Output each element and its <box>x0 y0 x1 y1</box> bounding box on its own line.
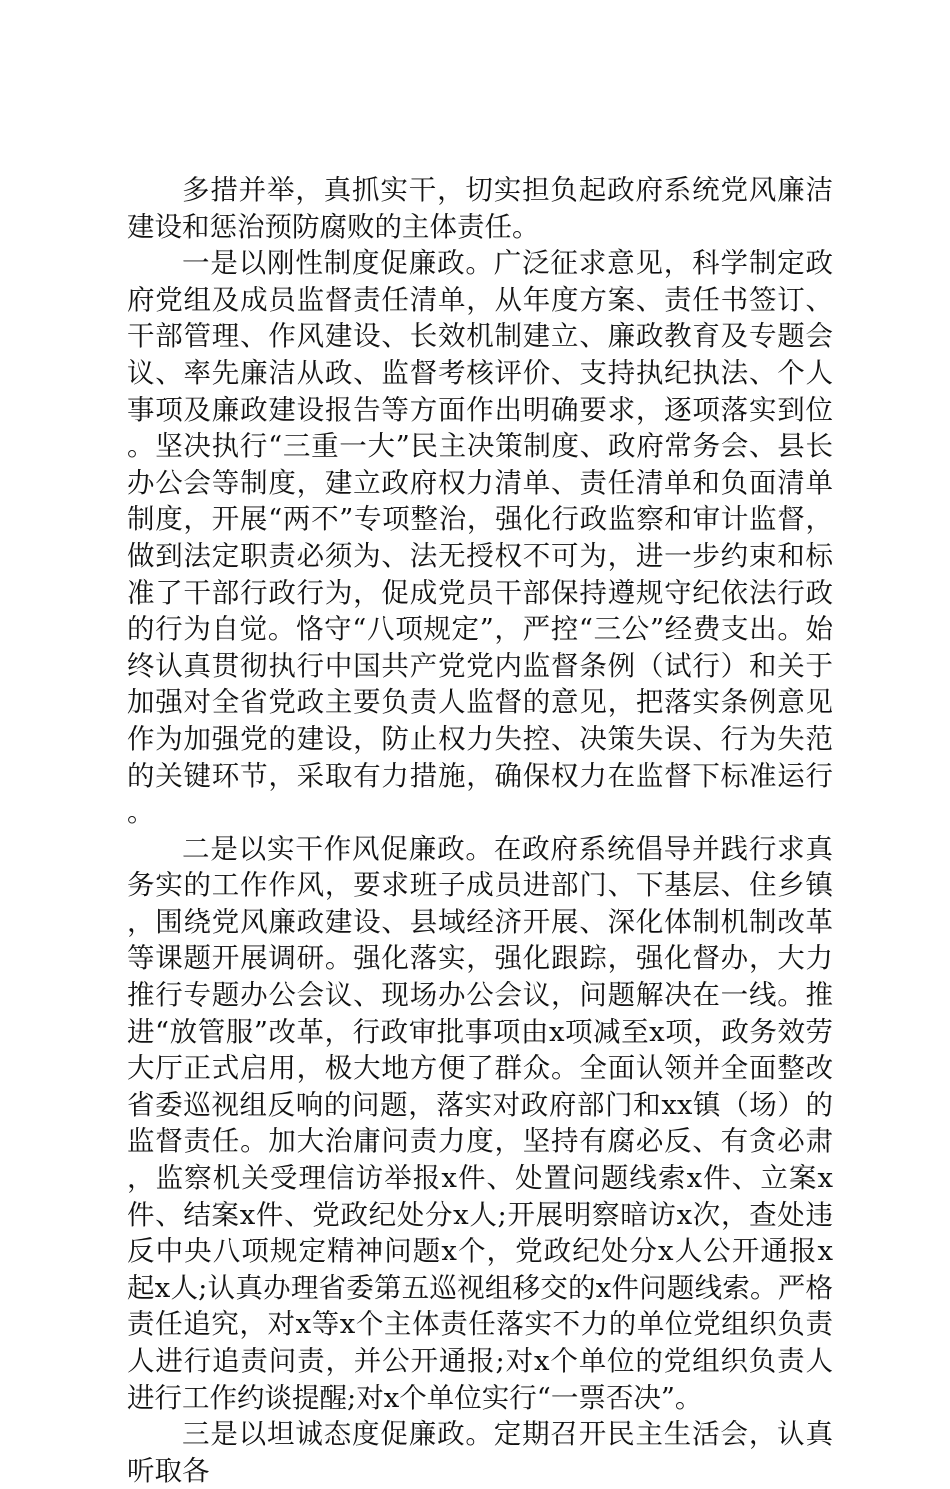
paragraph-intro: 多措并举，真抓实干，切实担负起政府系统党风廉洁建设和惩治预防腐败的主体责任。 <box>127 174 833 243</box>
paragraph-rigid-system: 一是以刚性制度促廉政。广泛征求意见，科学制定政府党组及成员监督责任清单，从年度方案、责任书签订、干部管理、作风建设、长效机制建立、廉政教育及专题会议、率先廉洁从政、监督考核评价、支持执纪执法、个人事项及廉政建设报告等方面作出明确要求，逐项落实到位。坚决执行“三重一大”民主决策制度、政府常务会、县长办公会等制度，建立政府权力清单、责任清单和负面清单制度，开展“两不”专项整治，强化行政监察和审计监督，做到法定职责必须为、法无授权不可为，进一步约束和标准了干部行政行为，促成党员干部保持遵规守纪依法行政的行为自觉。恪守“八项规定”，严控“三公”经费支出。始终认真贯彻执行中国共产党党内监督条例（试行）和关于加强对全省党政主要负责人监督的意见，把落实条例意见作为加强党的建设，防止权力失控、决策失误、行为失范的关键环节，采取有力措施，确保权力在监督下标准运行。 <box>127 247 833 829</box>
paragraph-practical-style: 二是以实干作风促廉政。在政府系统倡导并践行求真务实的工作作风，要求班子成员进部门、下基层、住乡镇，围绕党风廉政建设、县域经济开展、深化体制机制改革等课题开展调研。强化落实，强化跟踪，强化督办，大力推行专题办公会议、现场办公会议，问题解决在一线。推进“放管服”改革，行政审批事项由x项减至x项，政务效劳大厅正式启用，极大地方便了群众。全面认领并全面整改省委巡视组反响的问题，落实对政府部门和xx镇（场）的监督责任。加大治庸问责力度，坚持有腐必反、有贪必肃，监察机关受理信访举报x件、处置问题线索x件、立案x件、结案x件、党政纪处分x人;开展明察暗访x次，查处违反中央八项规定精神问题x个，党政纪处分x人公开通报x起x人;认真办理省委第五巡视组移交的x件问题线索。严格责任追究，对x等x个主体责任落实不力的单位党组织负责人进行追责问责，并公开通报;对x个单位的党组织负责人进行工作约谈提醒;对x个单位实行“一票否决”。 <box>127 832 833 1414</box>
paragraph-candid-attitude: 三是以坦诚态度促廉政。定期召开民主生活会，认真听取各 <box>127 1418 833 1487</box>
document-body <box>127 172 833 1489</box>
